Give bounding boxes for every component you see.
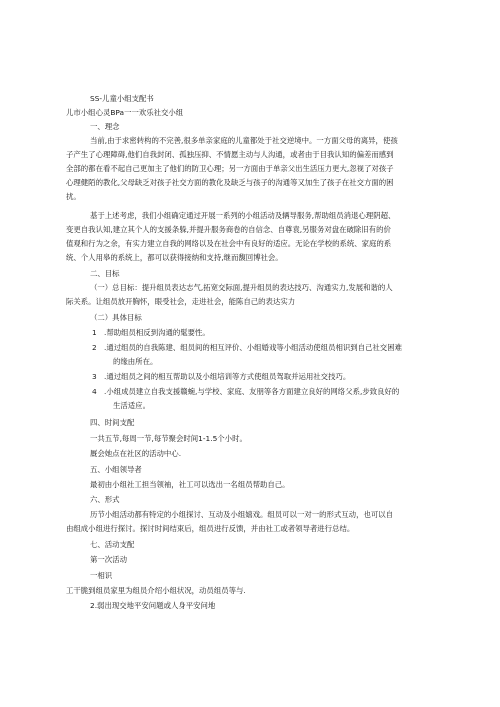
paragraph-line: 变更自我认知,建立其个人的支援条躲,并提升服务商卷的自信念、自尊袁,另服务对盘在破除旧有的价 [66,225,391,234]
list-item: .通过组员的自我陈建、组员间的相互评价、小组婚戏等小组活动使组员相识到自己社交困难 [104,343,402,352]
paragraph-line: 子产生了心理障碍,他们自我封闭、孤独压抑、不情愿主动与人沟通，或者由于目我认知的偏差而感到 [66,150,394,159]
paragraph-line: 统、个人用皋的系统上，都可以获得接纳和支持,继而馥回博社会。 [66,253,283,262]
section-title-schedule: 四、时间支配 [90,418,135,427]
section-title-form: 六、形式 [90,495,120,504]
list-item: .帮助组员相反到沟通的髦要性。 [104,328,210,337]
section-title-goals: 二、目标 [90,269,120,278]
paragraph-line: 基于上述考虑，我们小组确定通过开展一系列的小组活动及辆导服务,帮助组员消退心理阴超、 [90,211,396,220]
paragraph-line: （一）总目标：提升组员表达志气,拓宽交际面,提升组员的表达技巧、沟通实力,发展和谐的人 [90,283,393,292]
paragraph-line: 一共五节,每周一节,每节聚会时间1-1.5个小时。 [90,434,247,443]
list-number: 1 [92,328,97,337]
doc-header: SS-儿童小组支配书 [90,94,154,103]
activity-title: 第一次活动 [90,555,127,564]
list-item: .小组成员建立自我支援赣蜿,与学校、家庭、友朋等各方面建立良好的网络父系,步致良好的 [104,387,400,396]
paragraph-line: 值观和行为之余，有实力建立自我的网络以及在社会中有良好的适应。无论在学校的系统、家庭的系 [66,239,392,248]
paragraph-line: 扰。 [66,192,81,201]
paragraph-line: 心理健陌的教化,父母缺乏对孩子社交方面的教化及缺乏与孩子的沟通等又加生了孩子在社交方面的困 [66,178,394,187]
doc-subtitle: 儿市小组心灵BPa一一欢乐社交小组 [66,108,184,117]
list-number: 2 [92,343,97,352]
paragraph-line: 2.弱出现交地平安问题或人身平安问地 [90,601,216,610]
paragraph-line: 历节小组活动都有特定的小组探讨、互动及小组嬉戏。组员可以一对一的形式互动，也可以自 [90,510,394,519]
list-number: 3 [92,372,97,381]
section-title-leader: 五、小组领导者 [90,465,142,474]
paragraph-line: 工干脆到组员家里为组员介绍小组状况，动员组员等与. [66,586,246,595]
section-title-activities: 七、活动支配 [90,540,135,549]
list-item-continuation: 的缘由所在。 [113,357,158,366]
paragraph-line: 际关系。让组员放开胸怀，眼受社会，走进社会，能陈自己的表达实力 [66,297,296,306]
paragraph-line: 全部的都在看不起自己更加主了他们的防卫心理；另一方面由于单亲父出生活压力更大,忽视了对孩子 [66,164,394,173]
subsection-title-specific-goals: （二）具体目标 [90,313,142,322]
paragraph-line: 最初由小组社工担当领袖，社工可以选出一名组员帮助自己。 [90,480,290,489]
section-title-concept: 一、理念 [90,122,120,131]
paragraph-line: 由组成小组进行探讨。探讨时间结束后，组员进行反馈，并由社工或者领导者进行总结。 [66,524,355,533]
paragraph-line: 当前,由于求密转构的不完善,很多单亲家庭的儿童都处于社交逆境中。一方面父母的离异，使孩 [90,136,398,145]
list-item-continuation: 生活适应。 [113,401,150,410]
activity-subtitle: 一相识 [90,571,113,580]
list-item: .通过组员之间的相互帮助以及小组培训等方式使组员驾取并运用社交技巧。 [104,372,351,381]
list-number: 4 [92,387,97,396]
paragraph-line: 厩会她点在社区的活动中心. [90,449,182,458]
